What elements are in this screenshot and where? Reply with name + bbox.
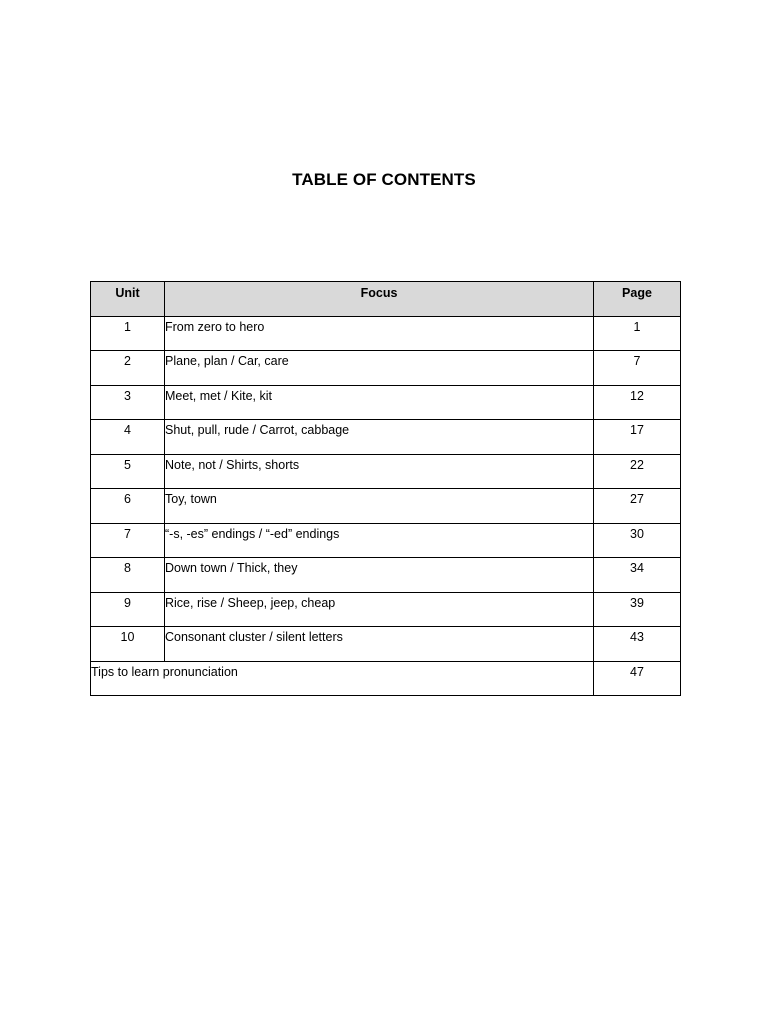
focus-cell: Toy, town xyxy=(165,489,594,524)
unit-cell: 1 xyxy=(91,316,165,351)
header-page: Page xyxy=(594,282,681,317)
page-cell: 12 xyxy=(594,385,681,420)
unit-cell: 5 xyxy=(91,454,165,489)
page-cell: 1 xyxy=(594,316,681,351)
focus-cell: “-s, -es” endings / “-ed” endings xyxy=(165,523,594,558)
table-row xyxy=(91,592,681,627)
table-row xyxy=(91,558,681,593)
header-unit: Unit xyxy=(91,282,165,317)
table-row-tips xyxy=(91,661,681,696)
page-cell: 34 xyxy=(594,558,681,593)
page-cell: 30 xyxy=(594,523,681,558)
tips-cell: Tips to learn pronunciation xyxy=(91,661,594,696)
focus-cell: Note, not / Shirts, shorts xyxy=(165,454,594,489)
focus-cell: Meet, met / Kite, kit xyxy=(165,385,594,420)
table-row xyxy=(91,316,681,351)
focus-cell: From zero to hero xyxy=(165,316,594,351)
page-title: TABLE OF CONTENTS xyxy=(292,170,476,189)
focus-cell: Down town / Thick, they xyxy=(165,558,594,593)
unit-cell: 6 xyxy=(91,489,165,524)
table-row xyxy=(91,627,681,662)
unit-cell: 8 xyxy=(91,558,165,593)
table-of-contents xyxy=(90,281,681,696)
table-row xyxy=(91,489,681,524)
table-row xyxy=(91,420,681,455)
page-cell: 43 xyxy=(594,627,681,662)
table-header-row xyxy=(91,282,681,317)
focus-cell: Shut, pull, rude / Carrot, cabbage xyxy=(165,420,594,455)
unit-cell: 3 xyxy=(91,385,165,420)
header-focus: Focus xyxy=(165,282,594,317)
focus-cell: Plane, plan / Car, care xyxy=(165,351,594,386)
focus-cell: Rice, rise / Sheep, jeep, cheap xyxy=(165,592,594,627)
table-row xyxy=(91,454,681,489)
unit-cell: 2 xyxy=(91,351,165,386)
unit-cell: 4 xyxy=(91,420,165,455)
page-cell: 22 xyxy=(594,454,681,489)
page-cell: 27 xyxy=(594,489,681,524)
unit-cell: 7 xyxy=(91,523,165,558)
unit-cell: 9 xyxy=(91,592,165,627)
focus-cell: Consonant cluster / silent letters xyxy=(165,627,594,662)
unit-cell: 10 xyxy=(91,627,165,662)
page-cell: 39 xyxy=(594,592,681,627)
page-cell: 17 xyxy=(594,420,681,455)
table-row xyxy=(91,523,681,558)
table-row xyxy=(91,351,681,386)
page-cell: 7 xyxy=(594,351,681,386)
table-row xyxy=(91,385,681,420)
page-cell: 47 xyxy=(594,661,681,696)
